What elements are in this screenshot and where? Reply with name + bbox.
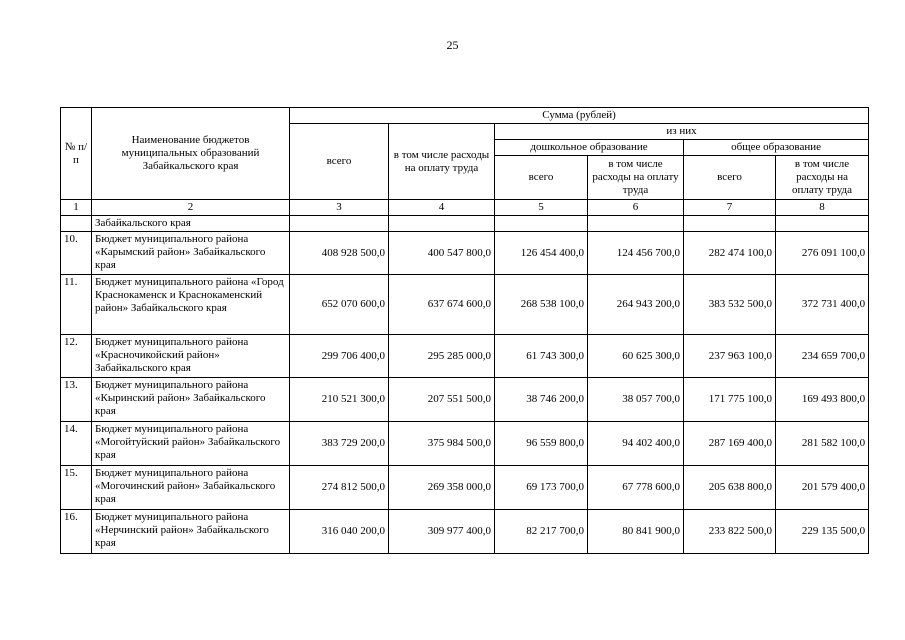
row-number: 15.: [61, 466, 92, 510]
amount-c5: 82 217 700,0: [495, 510, 588, 554]
budget-name: Бюджет муниципального района «Карымский район» Забайкальского края: [92, 232, 290, 275]
table-row: [61, 422, 869, 466]
amount-c6: 80 841 900,0: [588, 510, 684, 554]
amount-c3: 383 729 200,0: [290, 422, 389, 466]
amount-c4: 309 977 400,0: [389, 510, 495, 554]
budget-name: Бюджет муниципального района «Могочинский район» Забайкальского края: [92, 466, 290, 510]
amount-c3: 408 928 500,0: [290, 232, 389, 275]
row-number: 16.: [61, 510, 92, 554]
continuation-row: [61, 216, 869, 232]
amount-c3: 299 706 400,0: [290, 335, 389, 378]
table-row: [61, 378, 869, 422]
header-general: общее образование: [684, 140, 869, 156]
header-total: всего: [290, 124, 389, 200]
amount-c6: 264 943 200,0: [588, 275, 684, 335]
header-general-total: всего: [684, 156, 776, 200]
amount-c4: 207 551 500,0: [389, 378, 495, 422]
amount-c3: 210 521 300,0: [290, 378, 389, 422]
column-number: 4: [389, 200, 495, 216]
amount-c6: 38 057 700,0: [588, 378, 684, 422]
budget-name: Бюджет муниципального района «Красночикойский район» Забайкальского края: [92, 335, 290, 378]
budget-name: Бюджет муниципального района «Нерчинский район» Забайкальского края: [92, 510, 290, 554]
amount-c3: 652 070 600,0: [290, 275, 389, 335]
column-number: 6: [588, 200, 684, 216]
table-row: [61, 510, 869, 554]
column-number: 7: [684, 200, 776, 216]
amount-c8: 276 091 100,0: [776, 232, 869, 275]
row-number: 11.: [61, 275, 92, 335]
amount-c8: 169 493 800,0: [776, 378, 869, 422]
amount-c7: 233 822 500,0: [684, 510, 776, 554]
row-number: 13.: [61, 378, 92, 422]
table-row: [61, 335, 869, 378]
header-name: Наименование бюджетов муниципальных образований Забайкальского края: [92, 108, 290, 200]
amount-c8: 229 135 500,0: [776, 510, 869, 554]
column-number: 5: [495, 200, 588, 216]
amount-c7: 282 474 100,0: [684, 232, 776, 275]
budget-name: Бюджет муниципального района «Могойтуйский район» Забайкальского края: [92, 422, 290, 466]
amount-c8: 234 659 700,0: [776, 335, 869, 378]
amount-c4: 269 358 000,0: [389, 466, 495, 510]
column-number: 2: [92, 200, 290, 216]
budget-name: Бюджет муниципального района «Город Краснокаменск и Краснокаменский район» Забайкальского края: [92, 275, 290, 335]
page-number: 25: [446, 38, 459, 52]
header-incl-labor: в том числе расходы на оплату труда: [389, 124, 495, 200]
amount-c7: 287 169 400,0: [684, 422, 776, 466]
header-preschool: дошкольное образование: [495, 140, 684, 156]
amount-c8: 372 731 400,0: [776, 275, 869, 335]
amount-c7: 383 532 500,0: [684, 275, 776, 335]
amount-c3: 316 040 200,0: [290, 510, 389, 554]
amount-c5: 96 559 800,0: [495, 422, 588, 466]
header-preschool-total: всего: [495, 156, 588, 200]
row-number: 14.: [61, 422, 92, 466]
amount-c5: 61 743 300,0: [495, 335, 588, 378]
continuation-text: Забайкальского края: [92, 216, 290, 232]
amount-c6: 60 625 300,0: [588, 335, 684, 378]
amount-c6: 67 778 600,0: [588, 466, 684, 510]
amount-c7: 237 963 100,0: [684, 335, 776, 378]
header-sum: Сумма (рублей): [290, 108, 869, 124]
amount-c3: 274 812 500,0: [290, 466, 389, 510]
amount-c5: 38 746 200,0: [495, 378, 588, 422]
amount-c7: 171 775 100,0: [684, 378, 776, 422]
table-row: [61, 232, 869, 275]
row-number: 12.: [61, 335, 92, 378]
column-number: 8: [776, 200, 869, 216]
amount-c5: 268 538 100,0: [495, 275, 588, 335]
header-general-incl: в том числе расходы на оплату труда: [776, 156, 869, 200]
amount-c6: 94 402 400,0: [588, 422, 684, 466]
header-of-which: из них: [495, 124, 869, 140]
budget-table: [60, 107, 869, 554]
header-preschool-incl: в том числе расходы на оплату труда: [588, 156, 684, 200]
amount-c6: 124 456 700,0: [588, 232, 684, 275]
amount-c4: 295 285 000,0: [389, 335, 495, 378]
amount-c8: 201 579 400,0: [776, 466, 869, 510]
column-number: 1: [61, 200, 92, 216]
header-num: № п/п: [61, 108, 92, 200]
amount-c4: 400 547 800,0: [389, 232, 495, 275]
row-number: 10.: [61, 232, 92, 275]
amount-c4: 637 674 600,0: [389, 275, 495, 335]
amount-c4: 375 984 500,0: [389, 422, 495, 466]
amount-c5: 69 173 700,0: [495, 466, 588, 510]
budget-name: Бюджет муниципального района «Кыринский район» Забайкальского края: [92, 378, 290, 422]
amount-c5: 126 454 400,0: [495, 232, 588, 275]
table-row: [61, 466, 869, 510]
table-row: [61, 275, 869, 335]
amount-c7: 205 638 800,0: [684, 466, 776, 510]
amount-c8: 281 582 100,0: [776, 422, 869, 466]
column-number: 3: [290, 200, 389, 216]
